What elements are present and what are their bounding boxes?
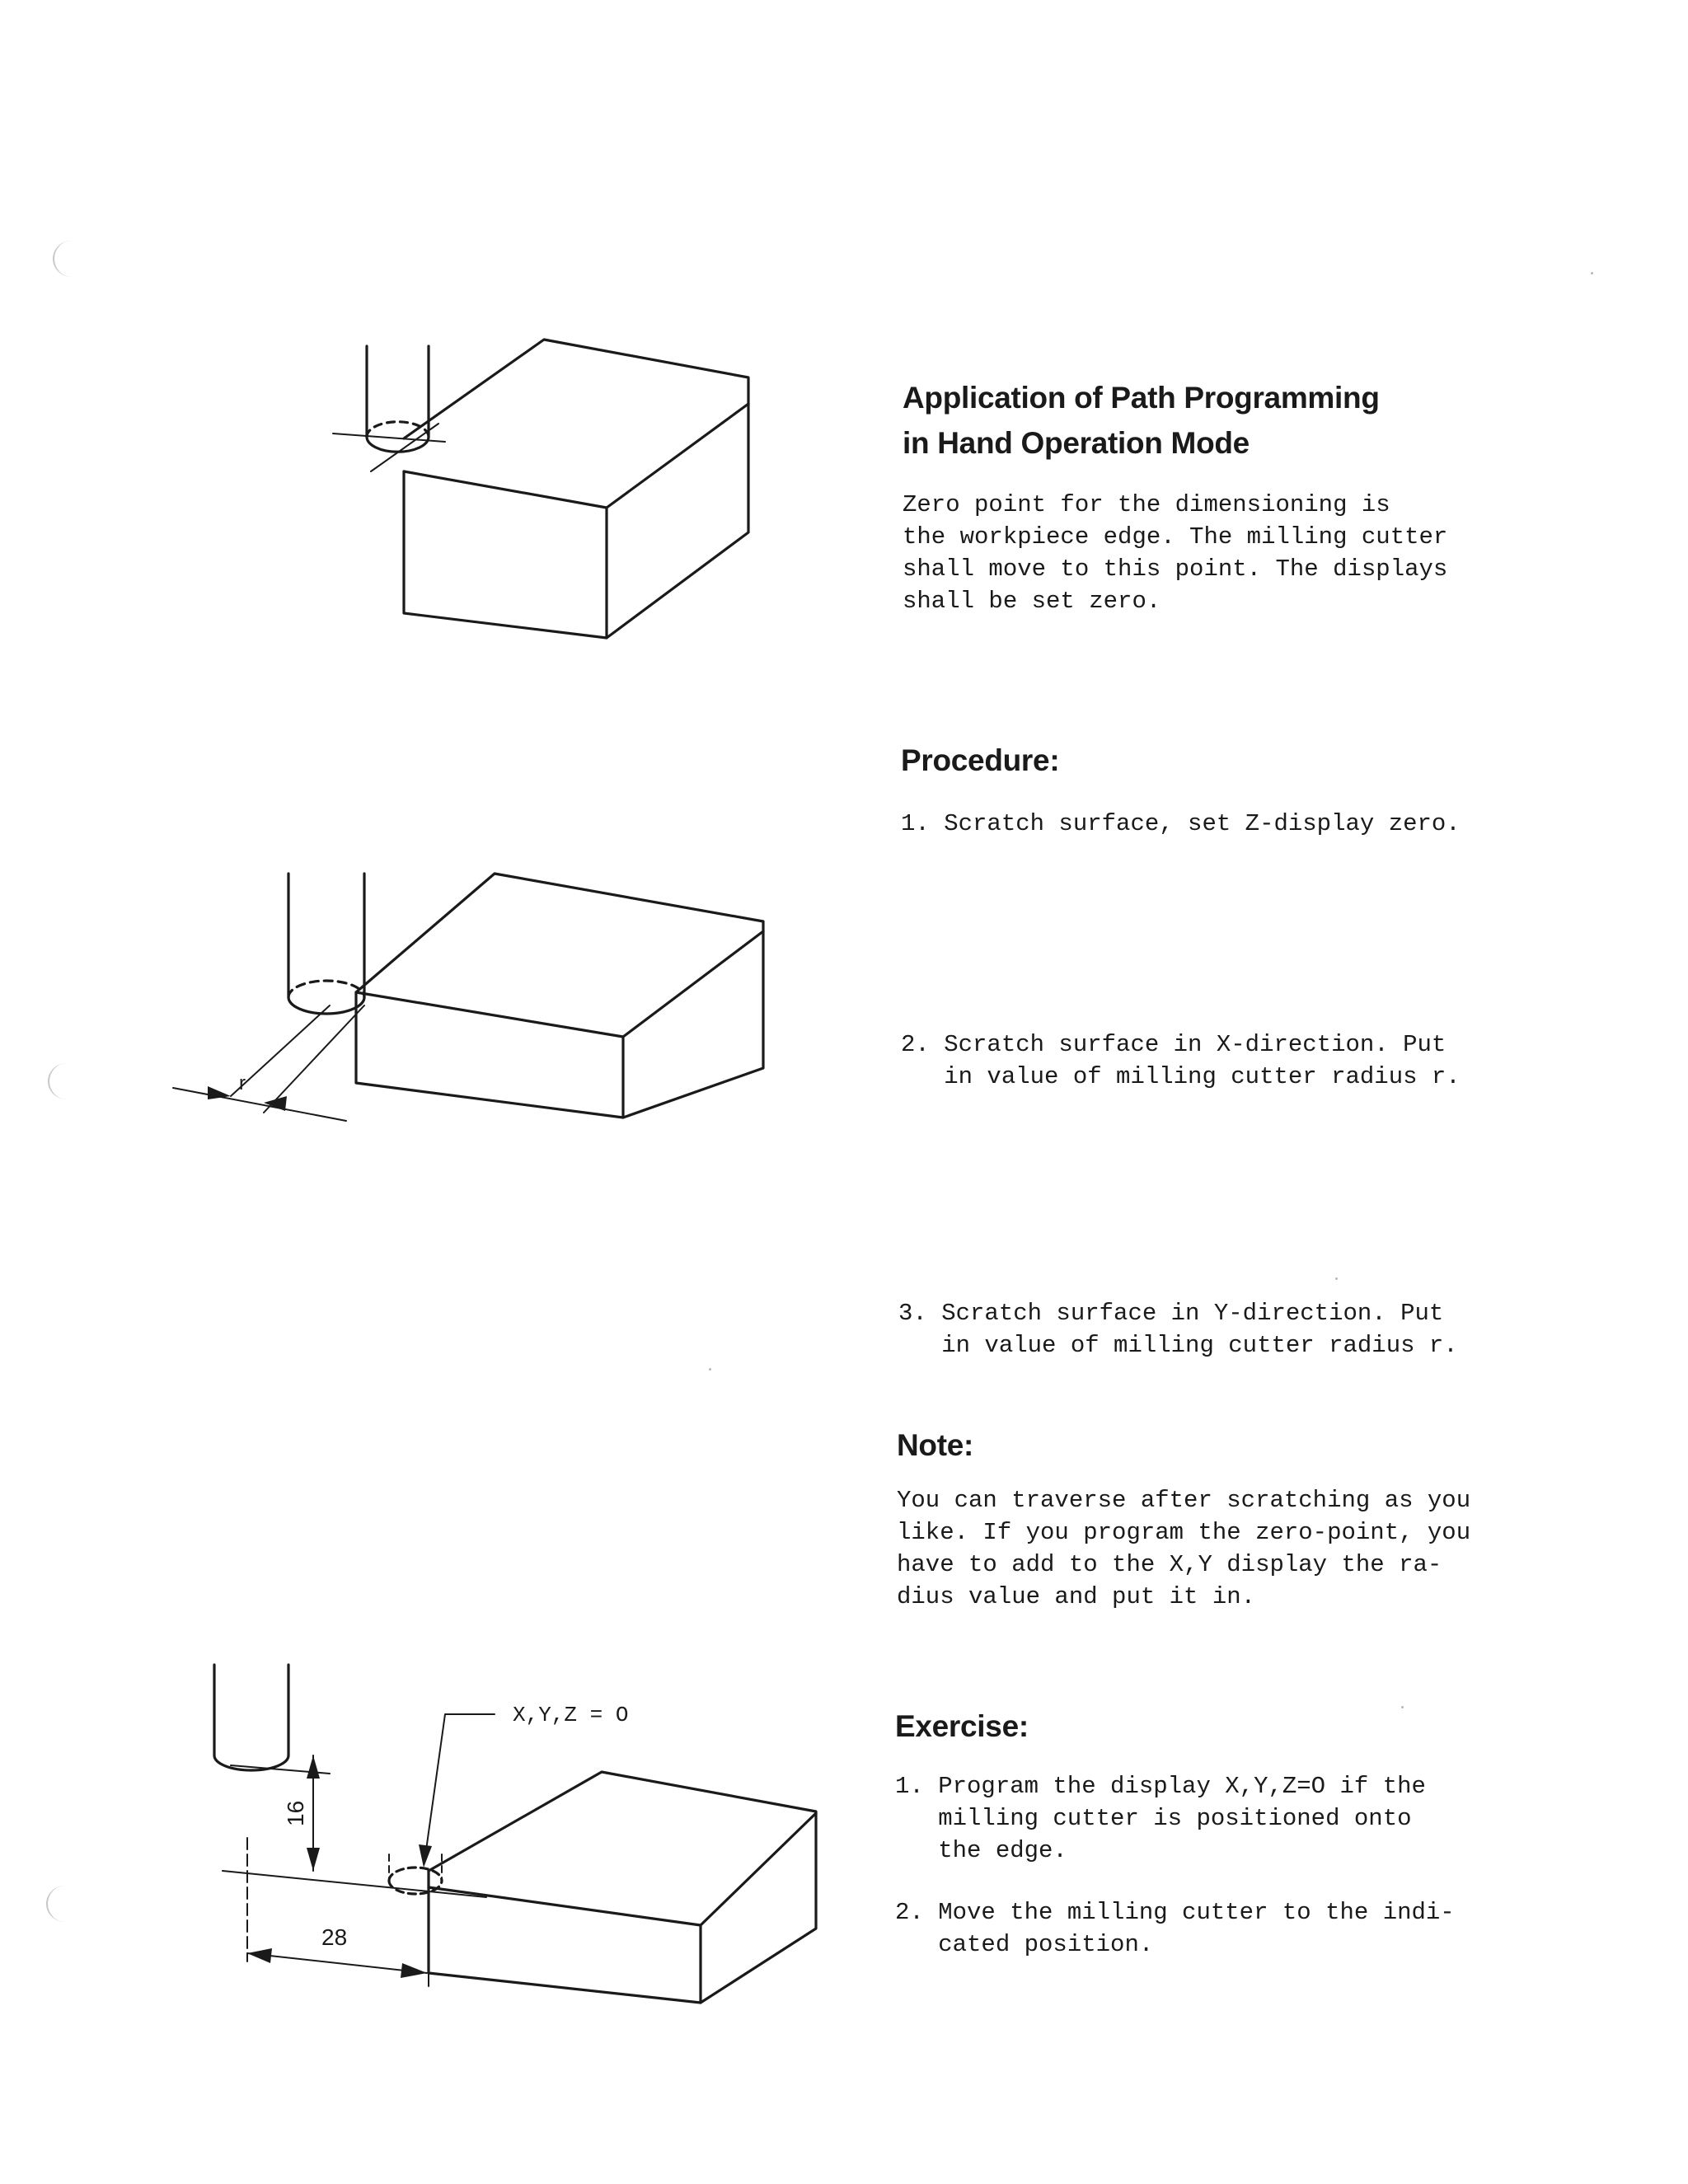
section-header (903, 375, 1644, 466)
radius-label: r (239, 1072, 246, 1094)
figure-target-position (206, 1665, 832, 2052)
note-heading: Note: (897, 1428, 974, 1462)
punch-hole-mark (53, 241, 91, 277)
note-text: You can traverse after scratching as you like. If you program the zero-point, you have to add to the X,Y display the ra- dius value and put it in. (897, 1487, 1471, 1610)
dimension-28: 28 (321, 1924, 348, 1950)
procedure-heading: Procedure: (901, 743, 1060, 777)
dimension-16: 16 (283, 1800, 308, 1826)
punch-hole-mark (46, 1886, 84, 1922)
punch-hole-mark (48, 1063, 86, 1099)
procedure-step-3: 3. Scratch surface in Y-direction. Put in value of milling cutter radius r. (898, 1300, 1458, 1359)
scan-speck (1401, 1706, 1404, 1708)
exercise-item-2: 2. Move the milling cutter to the indi- cated position. (895, 1899, 1455, 1958)
figure-scratch-x-direction (165, 874, 775, 1146)
scan-speck (1591, 272, 1593, 274)
section-title-line2: in Hand Operation Mode (903, 426, 1250, 460)
scan-speck (1335, 1277, 1338, 1280)
exercise-heading: Exercise: (895, 1709, 1029, 1743)
zero-point-label: X,Y,Z = O (513, 1703, 629, 1727)
procedure-step-2: 2. Scratch surface in X-direction. Put in value of milling cutter radius r. (901, 1031, 1461, 1090)
intro-paragraph: Zero point for the dimensioning is the workpiece edge. The milling cutter shall move to this point. The displays shall be set zero. (903, 491, 1448, 615)
exercise-item-1: 1. Program the display X,Y,Z=O if the milling cutter is positioned onto the edge. (895, 1773, 1426, 1864)
figure-cutter-at-edge (321, 346, 767, 593)
scan-speck (709, 1368, 711, 1371)
section-title-line1: Application of Path Programming (903, 381, 1380, 415)
procedure-step-1: 1. Scratch surface, set Z-display zero. (901, 810, 1461, 837)
